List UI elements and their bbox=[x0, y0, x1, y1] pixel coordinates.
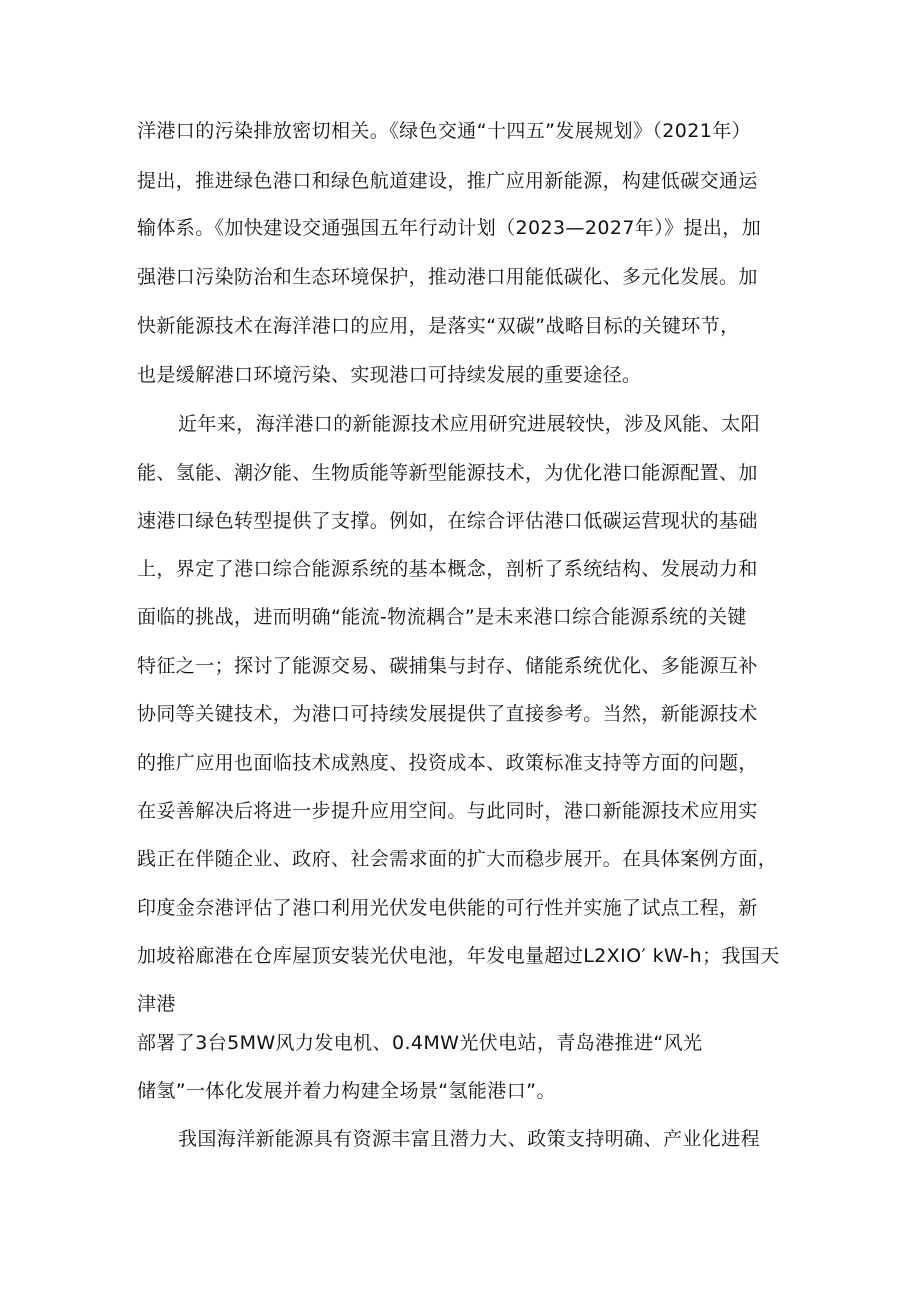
text-line: 提出，推进绿色港口和绿色航道建设，推广应用新能源，构建低碳交通运 bbox=[137, 170, 758, 192]
text-line: 快新能源技术在海洋港口的应用，是落实“双碳”战略目标的关键环节， bbox=[137, 315, 740, 337]
paragraph-first-line: 近年来，海洋港口的新能源技术应用研究进展较快，涉及风能、太阳 bbox=[178, 413, 761, 435]
text-line: 也是缓解港口环境污染、实现港口可持续发展的重要途径。 bbox=[137, 364, 642, 386]
text-line: 印度金奈港评估了港口利用光伏发电供能的可行性并实施了试点工程，新 bbox=[137, 897, 758, 919]
text-line: 速港口绿色转型提供了支撑。例如，在综合评估港口低碳运营现状的基础 bbox=[137, 510, 758, 532]
text-line: 储氢”一体化发展并着力构建全场景“氢能港口”。 bbox=[137, 1080, 556, 1102]
text-line: 津港 bbox=[137, 993, 176, 1015]
text-line: 践正在伴随企业、政府、社会需求面的扩大而稳步展开。在具体案例方面， bbox=[137, 848, 778, 870]
text-line: 的推广应用也面临技术成熟度、投资成本、政策标准支持等方面的问题， bbox=[137, 752, 758, 774]
text-line: 输体系。《加快建设交通强国五年行动计划（2023—2027年）》提出，加 bbox=[137, 217, 762, 239]
text-line: 加坡裕廊港在仓库屋顶安装光伏电池，年发电量超过L2XIO′ kW-h；我国天 bbox=[137, 945, 780, 967]
text-line: 部署了3台5MW风力发电机、0.4MW光伏电站，青岛港推进“风光 bbox=[137, 1032, 703, 1054]
text-line: 强港口污染防治和生态环境保护，推动港口用能低碳化、多元化发展。加 bbox=[137, 266, 758, 288]
text-line: 面临的挑战，进而明确“能流-物流耦合”是未来港口综合能源系统的关键 bbox=[137, 606, 747, 628]
text-line: 协同等关键技术，为港口可持续发展提供了直接参考。当然，新能源技术 bbox=[137, 703, 758, 725]
text-line: 在妥善解决后将进一步提升应用空间。与此同时，港口新能源技术应用实 bbox=[137, 800, 758, 822]
text-line: 上，界定了港口综合能源系统的基本概念，剖析了系统结构、发展动力和 bbox=[137, 558, 758, 580]
text-line: 洋港口的污染排放密切相关。《绿色交通“十四五”发展规划》（2021年） bbox=[137, 120, 752, 142]
text-line: 能、氢能、潮汐能、生物质能等新型能源技术，为优化港口能源配置、加 bbox=[137, 462, 758, 484]
paragraph-first-line: 我国海洋新能源具有资源丰富且潜力大、政策支持明确、产业化进程 bbox=[178, 1128, 761, 1150]
text-line: 特征之一；探讨了能源交易、碳捕集与封存、储能系统优化、多能源互补 bbox=[137, 655, 758, 677]
